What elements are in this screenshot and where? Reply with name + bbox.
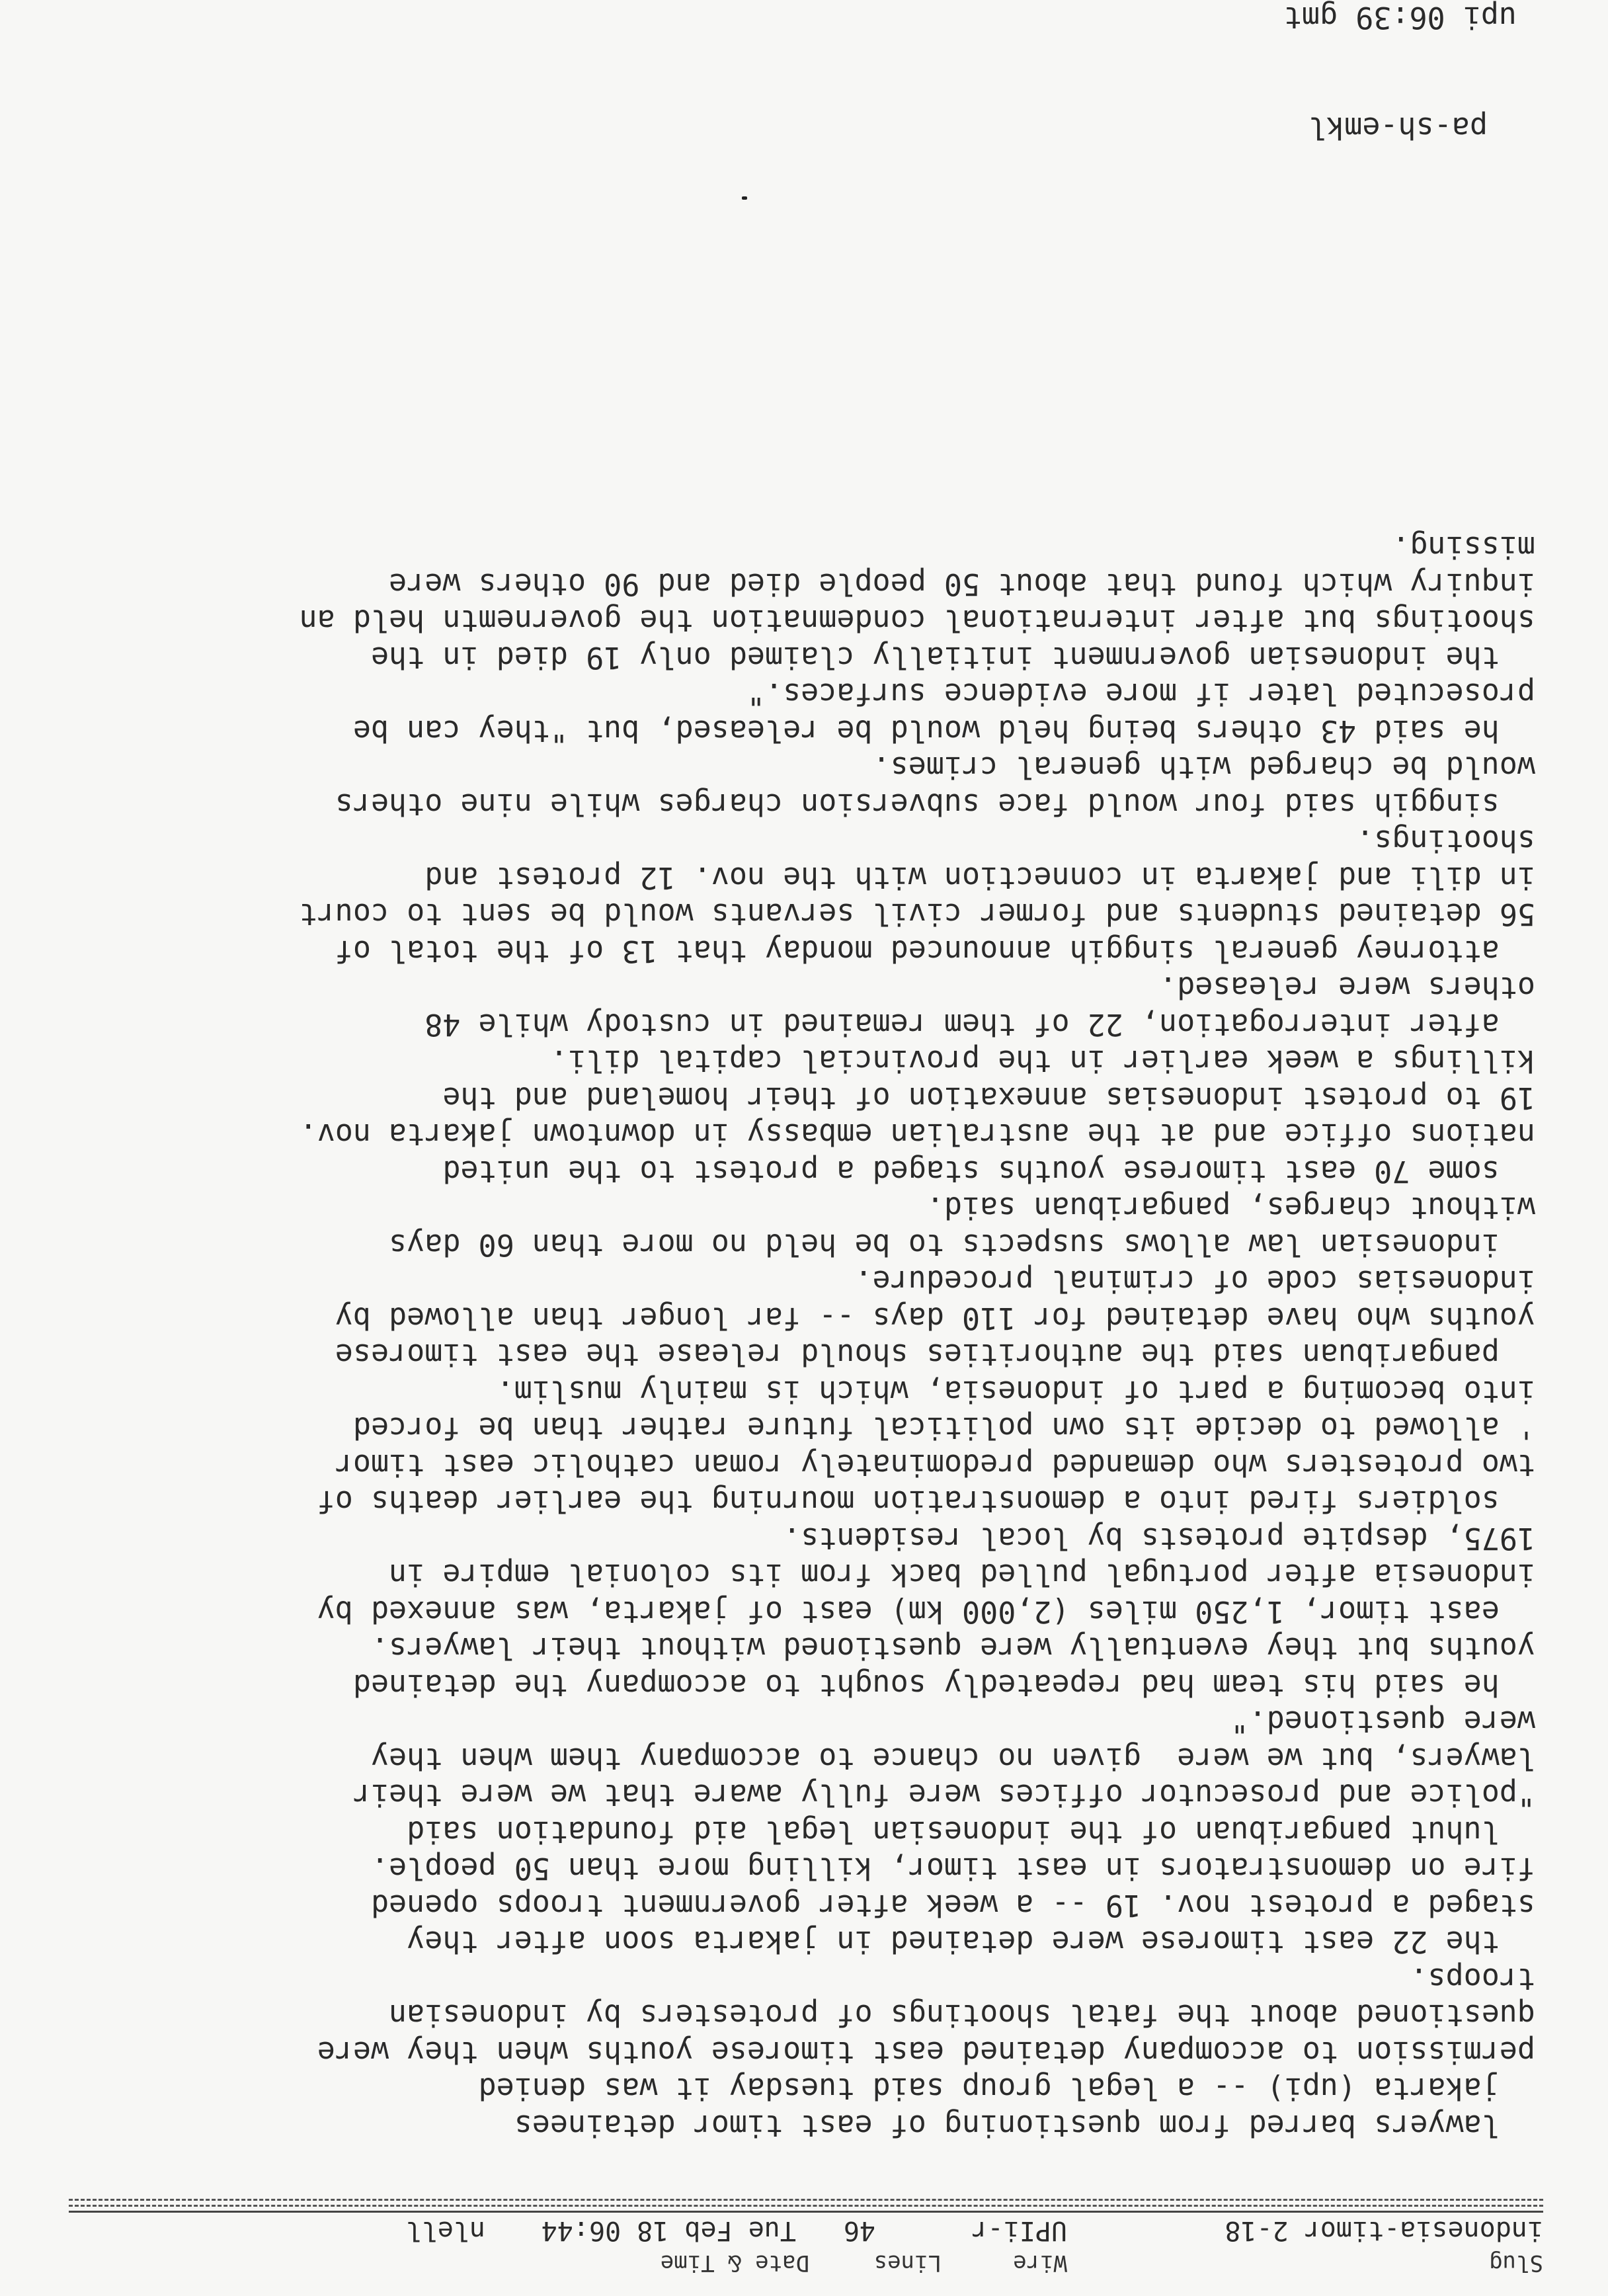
story-line: 56 detained students and former civil servants would be sent to court [299, 897, 1535, 932]
story-line: lawyers, but we were given no chance to accompany them when they [371, 1741, 1535, 1776]
story-line: 1975, despite protests by local residents. [783, 1521, 1535, 1556]
story-line: indonesias code of criminal procedure. [854, 1264, 1535, 1299]
datetime-value: Tue Feb 18 06:44 [541, 2215, 796, 2246]
operator-value: nlell [405, 2215, 485, 2246]
story-line: some 70 east timorese youths staged a protest to the united [442, 1154, 1535, 1189]
story-line: pangaribuan said the authorities should release the east timorese [335, 1337, 1535, 1373]
header-values [69, 2211, 1543, 2246]
signoff-desk: pa-sh-emkl [1308, 110, 1488, 145]
story-line: east timor, 1,250 miles (2,000 km) east of jakarta, was annexed by [317, 1594, 1535, 1629]
story-line: singgih said four would face subversion charges while nine others [335, 787, 1535, 822]
story-line: youths who have detained for 110 days -- far longer than allowed by [335, 1301, 1535, 1336]
story-line: shootings. [1356, 823, 1535, 859]
story-line: without charges, pangaribuan said. [926, 1190, 1535, 1226]
story-line: jakarta (upi) -- a legal group said tuesday it was denied [478, 2071, 1535, 2107]
signoff-time: upi 06:39 gmt [1283, 0, 1517, 36]
story-line: into becoming a part of indonesia, which is mainly muslim. [496, 1374, 1535, 1409]
header-labels [69, 2250, 1543, 2276]
story-line: luhut pangaribuan of the indonesian legal aid foundation said [407, 1815, 1535, 1850]
story-line: indonesian law allows suspects to be held no more than 60 days [389, 1227, 1535, 1262]
story-line: the indonesian government initially claimed only 19 died in the [371, 640, 1535, 675]
story-line: 19 to protest indonesias annexation of their homeland and the [442, 1081, 1535, 1116]
story-line: attorney general singgih announced monday that 13 of the total of [335, 934, 1535, 969]
story-line: the 22 east timorese were detained in jakarta soon after they [407, 1924, 1535, 1960]
story-line: in dili and jakarta in connection with the nov. 12 protest and [424, 860, 1535, 895]
lines-value: 46 [843, 2215, 875, 2246]
story-line: lawyers barred from questioning of east timor detainees [514, 2108, 1535, 2143]
wire-value: UPIi-r [971, 2215, 1067, 2246]
story-line: prosecuted later if more evidence surfaces." [746, 676, 1535, 712]
slug-label: Slug [1489, 2250, 1543, 2276]
story-line: nations office and at the australian embassy in downtown jakarta nov. [299, 1117, 1535, 1153]
story-line: would be charged with general crimes. [872, 750, 1535, 786]
story-line: after interrogation, 22 of them remained in custody while 48 [424, 1007, 1535, 1042]
datetime-label: Date & Time [660, 2250, 809, 2276]
story-line: he said his team had repeatedly sought to accompany the detained [352, 1668, 1535, 1703]
lines-label: Lines [873, 2250, 942, 2276]
wire-label: Wire [1013, 2250, 1067, 2276]
story-line: "police and prosecutor offices were fully aware that we were their [352, 1778, 1535, 1813]
story-line: were questioned." [1230, 1704, 1535, 1740]
story-line: shootings but after international condemnation the governemtn held an [299, 603, 1535, 639]
stray-ink-mark [742, 196, 747, 200]
wire-header [69, 2199, 1543, 2276]
story-body [81, 529, 1535, 2144]
story-line: he said 43 others being held would be released, but "they can be [352, 714, 1535, 749]
story-line: others were released. [1159, 970, 1535, 1006]
story-line: troops. [1410, 1961, 1535, 1996]
slug-value: indonesia-timor 2-18 [1225, 2215, 1543, 2246]
story-line: questioned about the fatal shootings of protesters by indonesian [389, 1998, 1535, 2033]
story-line: soldiers fired into a demonstration mourning the earlier deaths of [317, 1484, 1535, 1520]
story-line: missing. [1392, 530, 1535, 565]
story-line: fire on demonstrators in east timor, killing more than 50 people. [371, 1851, 1535, 1887]
story-line: inquiry which found that about 50 people died and 90 others were [389, 567, 1535, 602]
story-line: permission to accompany detained east timorese youths when they were [317, 2035, 1535, 2070]
story-line: two protesters who demanded predominately roman catholic east timor [335, 1448, 1535, 1483]
story-line: killings a week earlier in the provincial capital dili. [549, 1044, 1535, 1079]
header-rule [69, 2199, 1543, 2207]
story-line: indonesia after portugal pulled back from its colonial empire in [389, 1557, 1535, 1593]
story-line: ' allowed to decide its own political future rather than be forced [352, 1411, 1535, 1446]
story-line: staged a protest nov. 19 -- a week after government troops opened [371, 1888, 1535, 1923]
story-line: youths but they eventually were questioned without their lawyers. [371, 1631, 1535, 1666]
signoff [194, 0, 1517, 220]
